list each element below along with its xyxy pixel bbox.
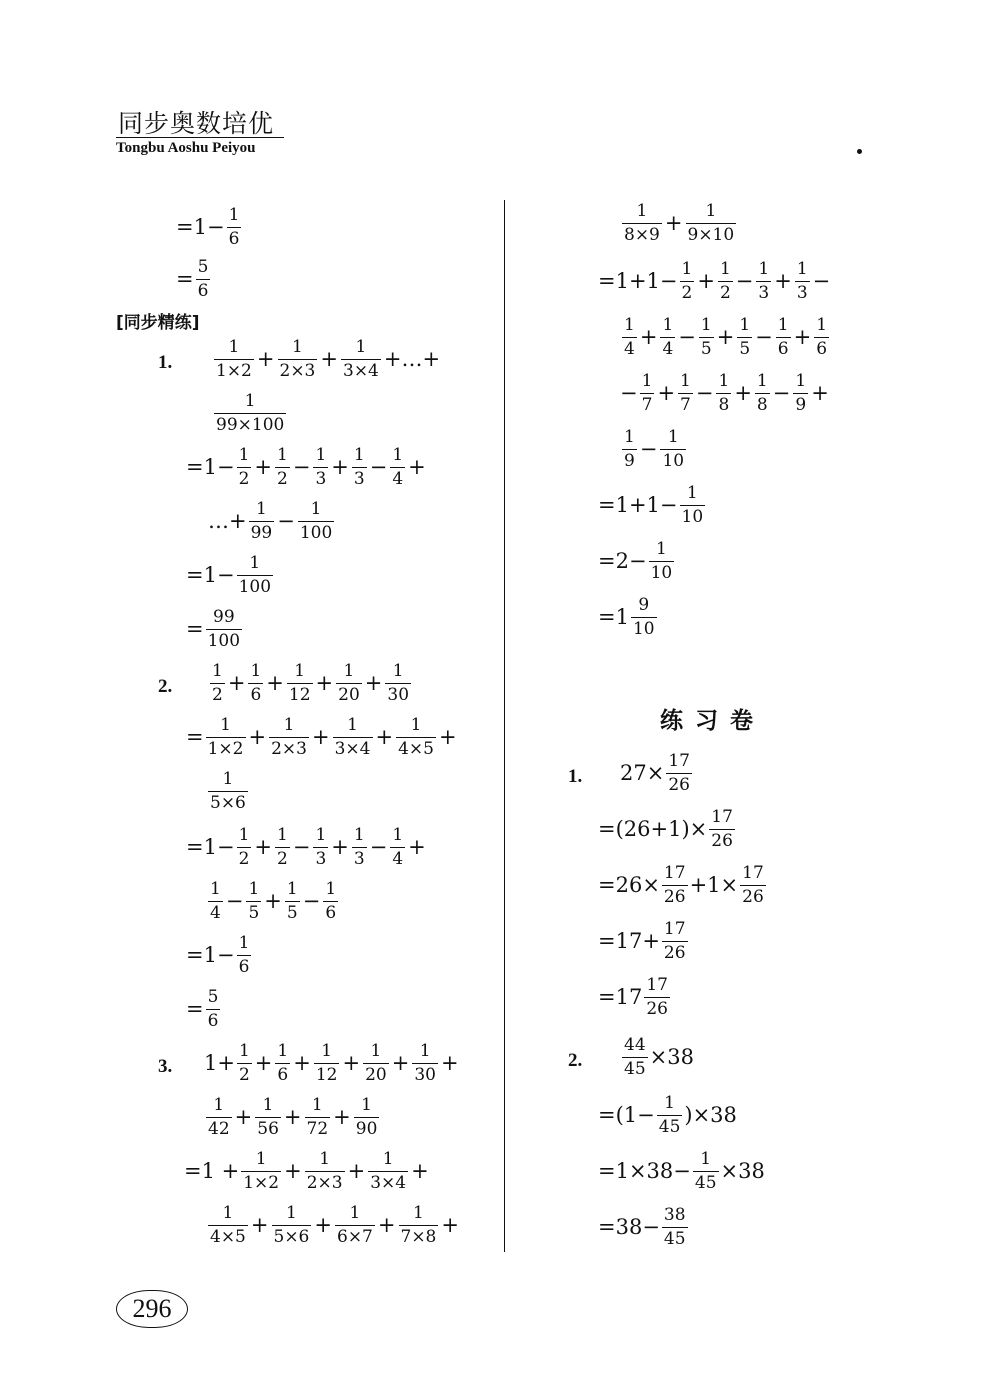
q2-row-3	[206, 770, 250, 812]
fraction: $\frac{1}{2}$	[277, 825, 288, 869]
fraction: $\frac{1}{6}$	[228, 205, 240, 249]
q3-row-3: =1 + $\frac{1}{1\times 2}$ + $\frac{1}{2\times 3}$ + $\frac{1}{3\times 4}$ +	[184, 1149, 429, 1193]
fraction: $\frac{17}{26}$	[742, 863, 764, 907]
p2-row-3: =1×38− $\frac{1}{45}$ ×38	[598, 1149, 765, 1193]
q2-row-1: $\frac{1}{2}$ + $\frac{1}{6}$ + $\frac{1}{12}$ + $\frac{1}{20}$ + $\frac{1}{30}$	[212, 661, 410, 705]
right-row-6: =1+1− $\frac{1}{10}$	[598, 483, 704, 527]
fraction: $\frac{1}{5}$	[286, 879, 298, 923]
header-title-cn: 同步奥数培优	[118, 109, 275, 138]
fraction: $\frac{1}{3}$	[353, 445, 365, 489]
fraction: $\frac{1}{6}$	[325, 879, 337, 923]
right-row-3: $\frac{1}{4}$ + $\frac{1}{4}$ − $\frac{1}{5}$ + $\frac{1}{5}$ − $\frac{1}{6}$ + $\frac{1}{6}$	[624, 315, 828, 359]
fraction: $\frac{1}{9}$	[795, 371, 807, 415]
q1-row-5: =1− $\frac{1}{100}$	[186, 553, 272, 597]
fraction: $\frac{1}{20}$	[365, 1041, 387, 1085]
p2-row-1: $\frac{44}{45}$ ×38	[624, 1035, 694, 1079]
q1-row-6: = $\frac{99}{100}$	[186, 607, 241, 651]
p1-row-5: =17 $\frac{17}{26}$	[598, 975, 668, 1019]
fraction: $\frac{1}{2}$	[238, 1041, 250, 1085]
fraction: $\frac{1}{6\times 7}$	[337, 1203, 373, 1247]
q3-row-4: $\frac{1}{4\times 5}$ + $\frac{1}{5\times 6}$ + $\frac{1}{6\times 7}$ + $\frac{1}{7\times 8}$ +	[210, 1203, 459, 1247]
fraction: $\frac{1}{4}$	[624, 315, 635, 359]
fraction: $\frac{1}{4\times 5}$	[210, 1203, 246, 1247]
fraction: $\frac{1}{3\times 4}$	[370, 1149, 407, 1193]
fraction: $\frac{99}{100}$	[207, 607, 241, 651]
fraction: $\frac{1}{2\times 3}$	[271, 715, 307, 759]
fraction: $\frac{1}{3\times 4}$	[334, 715, 371, 759]
fraction: $\frac{1}{3}$	[315, 825, 327, 869]
header-rule	[116, 137, 284, 138]
fraction: $\frac{1}{5}$	[700, 315, 712, 359]
fraction: $\frac{1}{6}$	[816, 315, 828, 359]
fraction: $\frac{1}{90}$	[355, 1095, 378, 1139]
right-row-7: =2− $\frac{1}{10}$	[598, 539, 673, 583]
fraction: $\frac{1}{2}$	[681, 259, 693, 303]
p1-row-1: 27× $\frac{17}{26}$	[620, 751, 690, 795]
left-line-0: =1− $\frac{1}{6}$	[176, 205, 240, 249]
header-title-en: Tongbu Aoshu Peiyou	[116, 140, 256, 156]
right-row-2: =1+1− $\frac{1}{2}$ + $\frac{1}{2}$ − $\frac{1}{3}$ + $\frac{1}{3}$ −	[598, 259, 831, 303]
fraction: $\frac{1}{6}$	[238, 933, 250, 977]
fraction: $\frac{1}{6}$	[277, 1041, 289, 1085]
right-row-8: =1 $\frac{9}{10}$	[598, 595, 655, 639]
right-row-4: − $\frac{1}{7}$ + $\frac{1}{7}$ − $\frac{1}{8}$ + $\frac{1}{8}$ − $\frac{1}{9}$ +	[620, 371, 829, 415]
question-number: 2.	[158, 676, 173, 697]
fraction: $\frac{1}{72}$	[306, 1095, 329, 1139]
fraction: $\frac{1}{8}$	[756, 371, 768, 415]
fraction: $\frac{1}{12}$	[288, 661, 311, 705]
fraction: $\frac{1}{3\times 4}$	[343, 337, 379, 381]
q1-row-3: =1− $\frac{1}{2}$ + $\frac{1}{2}$ − $\frac{1}{3}$ + $\frac{1}{3}$ − $\frac{1}{4}$ +	[186, 445, 426, 489]
fraction: $\frac{5}{6}$	[207, 987, 219, 1031]
fraction: $\frac{1}{8}$	[718, 371, 730, 415]
fraction: $\frac{1}{5}$	[739, 315, 751, 359]
fraction: $\frac{1}{2\times 3}$	[306, 1149, 343, 1193]
fraction: $\frac{17}{26}$	[711, 807, 733, 851]
column-divider	[504, 200, 505, 1252]
fraction: $\frac{44}{45}$	[624, 1035, 646, 1079]
fraction: $\frac{1}{5\times 6}$	[210, 769, 246, 813]
q3-row-1: 1+ $\frac{1}{2}$ + $\frac{1}{6}$ + $\frac{1}{12}$ + $\frac{1}{20}$ + $\frac{1}{30}$ +	[204, 1041, 459, 1085]
fraction: $\frac{1}{3}$	[758, 259, 770, 303]
fraction: $\frac{1}{56}$	[257, 1095, 279, 1139]
fraction: $\frac{1}{45}$	[694, 1149, 717, 1193]
right-row-1: $\frac{1}{8\times 9}$ + $\frac{1}{9\times 10}$	[624, 201, 735, 245]
q2-row-5: $\frac{1}{4}$ − $\frac{1}{5}$ + $\frac{1}{5}$ − $\frac{1}{6}$	[210, 879, 337, 923]
fraction: $\frac{1}{9\times 10}$	[687, 201, 735, 245]
fraction: $\frac{1}{4\times 5}$	[398, 715, 434, 759]
p1-row-4: =17+ $\frac{17}{26}$	[598, 919, 686, 963]
q1-row-2	[212, 392, 288, 434]
p2-row-2: =(1− $\frac{1}{45}$ )×38	[598, 1093, 737, 1137]
question-number: 2.	[568, 1050, 583, 1071]
page-number: 296	[116, 1290, 188, 1328]
fraction: $\frac{1}{99\times 100}$	[216, 391, 285, 435]
q2-row-6: =1− $\frac{1}{6}$	[186, 933, 250, 977]
fraction: $\frac{1}{2}$	[719, 259, 731, 303]
fraction: $\frac{9}{10}$	[632, 595, 655, 639]
practice-title: 练习卷	[660, 708, 765, 734]
fraction: $\frac{1}{4}$	[392, 825, 404, 869]
fraction: $\frac{17}{26}$	[663, 863, 686, 907]
fraction: $\frac{1}{9}$	[624, 427, 635, 471]
fraction: $\frac{1}{4}$	[662, 315, 674, 359]
q2-row-7: = $\frac{5}{6}$	[186, 987, 219, 1031]
fraction: $\frac{1}{2}$	[277, 445, 288, 489]
fraction: $\frac{1}{1\times 2}$	[243, 1149, 280, 1193]
q2-row-4: =1− $\frac{1}{2}$ + $\frac{1}{2}$ − $\frac{1}{3}$ + $\frac{1}{3}$ − $\frac{1}{4}$ +	[186, 825, 426, 869]
fraction: $\frac{1}{6}$	[250, 661, 262, 705]
decorative-dot	[857, 149, 862, 154]
fraction: $\frac{1}{2}$	[212, 661, 223, 705]
fraction: $\frac{1}{8\times 9}$	[624, 201, 660, 245]
right-row-5: $\frac{1}{9}$ − $\frac{1}{10}$	[624, 427, 685, 471]
p1-row-3: =26× $\frac{17}{26}$ +1× $\frac{17}{26}$	[598, 863, 764, 907]
fraction: $\frac{1}{12}$	[315, 1041, 338, 1085]
fraction: $\frac{1}{10}$	[681, 483, 704, 527]
q3-row-2: $\frac{1}{42}$ + $\frac{1}{56}$ + $\frac{1}{72}$ + $\frac{1}{90}$	[208, 1095, 378, 1139]
fraction: $\frac{1}{3}$	[315, 445, 327, 489]
question-number: 1.	[568, 766, 583, 787]
question-number: 3.	[158, 1056, 173, 1077]
fraction: $\frac{17}{26}$	[668, 751, 690, 795]
fraction: $\frac{1}{45}$	[658, 1093, 681, 1137]
fraction: $\frac{1}{1\times 2}$	[207, 715, 244, 759]
q1-row-1: $\frac{1}{1\times 2}$ + $\frac{1}{2\times 3}$ + $\frac{1}{3\times 4}$ +…+	[216, 337, 441, 381]
p2-row-4: =38− $\frac{38}{45}$	[598, 1205, 686, 1249]
fraction: $\frac{17}{26}$	[663, 919, 686, 963]
fraction: $\frac{1}{10}$	[662, 427, 685, 471]
q1-row-4: …+ $\frac{1}{99}$ − $\frac{1}{100}$	[208, 499, 333, 543]
fraction: $\frac{38}{45}$	[663, 1205, 686, 1249]
fraction: $\frac{1}{6}$	[777, 315, 789, 359]
fraction: $\frac{1}{7\times 8}$	[400, 1203, 437, 1247]
fraction: $\frac{1}{5\times 6}$	[273, 1203, 310, 1247]
fraction: $\frac{1}{2}$	[238, 825, 250, 869]
fraction: $\frac{1}{2\times 3}$	[279, 337, 316, 381]
fraction: $\frac{5}{6}$	[197, 257, 209, 301]
p1-row-2: =(26+1)× $\frac{17}{26}$	[598, 807, 733, 851]
section-label: [同步精练]	[116, 313, 200, 333]
fraction: $\frac{1}{7}$	[680, 371, 691, 415]
left-line-1: = $\frac{5}{6}$	[176, 257, 209, 301]
fraction: $\frac{1}{3}$	[796, 259, 808, 303]
question-number: 1.	[158, 352, 173, 373]
fraction: $\frac{17}{26}$	[646, 975, 668, 1019]
fraction: $\frac{1}{42}$	[208, 1095, 230, 1139]
q2-row-2: = $\frac{1}{1\times 2}$ + $\frac{1}{2\times 3}$ + $\frac{1}{3\times 4}$ + $\frac{1}{4\times 5}$ +	[186, 715, 457, 759]
fraction: $\frac{1}{30}$	[387, 661, 410, 705]
fraction: $\frac{1}{4}$	[210, 879, 221, 923]
fraction: $\frac{1}{2}$	[238, 445, 250, 489]
fraction: $\frac{1}{7}$	[641, 371, 653, 415]
fraction: $\frac{1}{20}$	[338, 661, 360, 705]
fraction: $\frac{1}{100}$	[299, 499, 333, 543]
fraction: $\frac{1}{3}$	[353, 825, 365, 869]
fraction: $\frac{1}{10}$	[650, 539, 673, 583]
fraction: $\frac{1}{100}$	[238, 553, 272, 597]
fraction: $\frac{1}{1\times 2}$	[216, 337, 252, 381]
fraction: $\frac{1}{4}$	[392, 445, 404, 489]
fraction: $\frac{1}{5}$	[248, 879, 260, 923]
fraction: $\frac{1}{30}$	[414, 1041, 436, 1085]
fraction: $\frac{1}{99}$	[250, 499, 273, 543]
